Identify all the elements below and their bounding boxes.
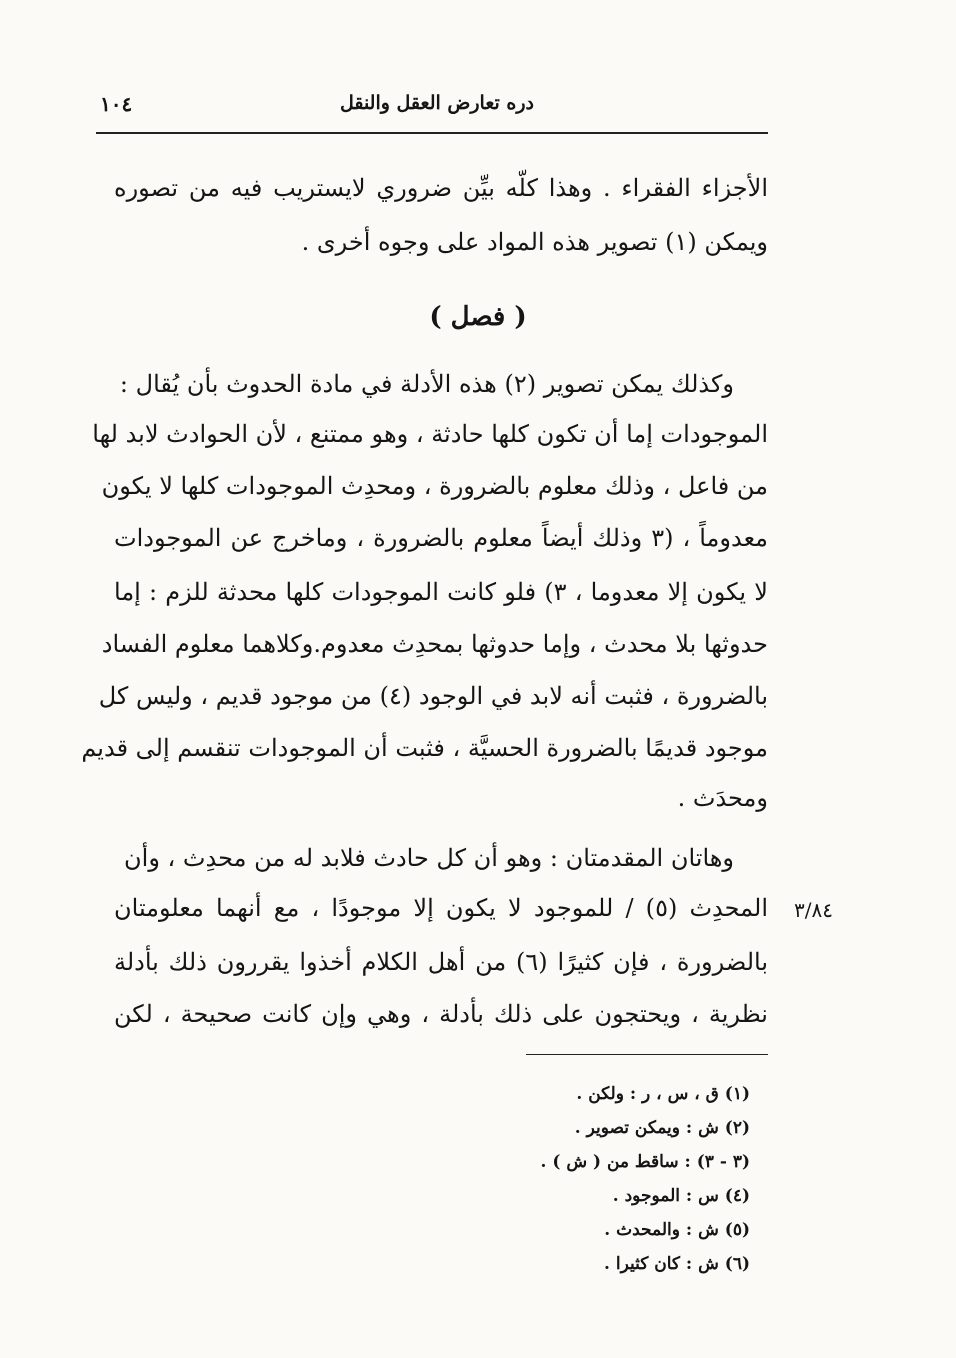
footnote: (٦) ش : كان كثيرا .	[604, 1254, 750, 1274]
running-title: دره تعارض العقل والنقل	[339, 92, 534, 114]
header-rule	[96, 132, 768, 134]
section-heading: ( فصل )	[429, 302, 527, 332]
margin-reference: ٣/٨٤	[794, 898, 833, 922]
footnote: (٢) ش : ويمكن تصوير .	[574, 1118, 750, 1138]
body-line: نظرية ، ويحتجون على ذلك بأدلة ، وهي وإن كانت صحيحة ، لكن	[114, 1000, 768, 1028]
page-number: ١٠٤	[100, 92, 133, 116]
body-line: حدوثها بلا محدث ، وإما حدوثها بمحدِث معدوم.وكلاهما معلوم الفساد	[101, 630, 768, 658]
body-line: لا يكون إلا معدوما ، ٣) فلو كانت الموجودات كلها محدثة للزم : إما	[114, 578, 768, 606]
body-line: معدوماً ، (٣ وذلك أيضاً معلوم بالضرورة ، وماخرج عن الموجودات	[114, 524, 769, 552]
footnote: (١) ق ، س ، ر : ولكن .	[576, 1084, 750, 1104]
footnote: (٥) ش : والمحدث .	[604, 1220, 750, 1240]
body-line: بالضرورة ، فثبت أنه لابد في الوجود (٤) من موجود قديم ، وليس كل	[98, 682, 768, 710]
footnote-rule	[526, 1054, 768, 1055]
body-line: وهاتان المقدمتان : وهو أن كل حادث فلابد له من محدِث ، وأن	[124, 844, 734, 872]
footnote: (٤) س : الموجود .	[612, 1186, 750, 1206]
body-line: المحدِث (٥) / للموجود لا يكون إلا موجودًا ، مع أنهما معلومتان	[114, 894, 769, 922]
body-line: من فاعل ، وذلك معلوم بالضرورة ، ومحدِث الموجودات كلها لا يكون	[101, 472, 768, 500]
body-line: ويمكن (١) تصوير هذه المواد على وجوه أخرى .	[301, 228, 768, 256]
body-line: وكذلك يمكن تصوير (٢) هذه الأدلة في مادة الحدوث بأن يُقال :	[119, 370, 734, 398]
body-line: موجود قديمًا بالضرورة الحسيَّة ، فثبت أن الموجودات تنقسم إلى قديم	[81, 734, 768, 762]
body-line: الأجزاء الفقراء . وهذا كلّه بيِّن ضروري لايستريب فيه من تصوره	[114, 174, 768, 202]
body-line: الموجودات إما أن تكون كلها حادثة ، وهو ممتنع ، لأن الحوادث لابد لها	[92, 420, 768, 448]
page-header	[100, 92, 766, 124]
footnote: (٣ - ٣) : ساقط من ( ش ) .	[540, 1152, 750, 1172]
body-line: ومحدَث .	[677, 784, 768, 812]
body-line: بالضرورة ، فإن كثيرًا (٦) من أهل الكلام أخذوا يقررون ذلك بأدلة	[114, 948, 768, 976]
